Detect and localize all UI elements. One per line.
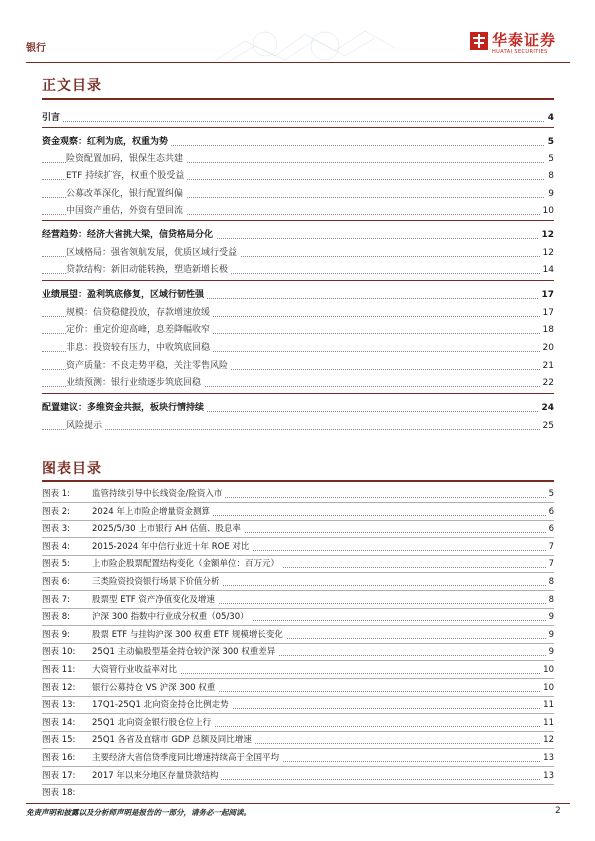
figure-entry[interactable]	[42, 645, 554, 659]
figure-number: 图表 13:	[42, 700, 76, 711]
logo-subtitle: HUATAI SECURITIES	[492, 49, 548, 55]
toc-entry[interactable]	[42, 263, 554, 277]
toc-entry-page: 5	[545, 135, 554, 149]
toc-entry-page: 5	[545, 152, 554, 166]
header-decoration-graphic	[205, 26, 405, 66]
toc-entry[interactable]	[42, 359, 554, 373]
figure-row-divider	[42, 766, 554, 767]
toc-entry-page: 8	[545, 169, 554, 183]
toc-entry[interactable]	[42, 401, 554, 415]
figure-entry[interactable]	[42, 786, 554, 800]
toc-entry-page: 14	[540, 263, 554, 277]
toc-entry[interactable]	[42, 187, 554, 201]
toc-entry-title: 贷款结构：新旧动能转换，塑造新增长极	[66, 263, 231, 277]
toc-entry-title: 业绩预测：银行业绩逐步筑底回稳	[66, 376, 204, 390]
figure-title: 上市险企股票配置结构变化（金额单位：百万元）	[92, 557, 282, 571]
figure-row-divider	[42, 572, 554, 573]
figure-entry[interactable]	[42, 610, 554, 624]
figure-title: 股票型 ETF 资产净值变化及增速	[92, 593, 218, 607]
toc-entry[interactable]	[42, 323, 554, 337]
toc-entry-title: 公募改革深化，银行配置纠偏	[66, 187, 186, 201]
figure-title: 17Q1-25Q1 北向资金持仓比例走势	[92, 698, 232, 712]
figure-number: 图表 17:	[42, 770, 76, 781]
toc-entry-page: 9	[545, 187, 554, 201]
figures-title-rule	[42, 480, 554, 482]
toc-section-separator	[42, 220, 554, 221]
figure-page: 9	[546, 645, 554, 659]
figure-entry[interactable]	[42, 698, 554, 712]
figure-page: 8	[546, 575, 554, 589]
toc-entry-page: 12	[540, 246, 554, 260]
figure-number: 图表 7:	[42, 594, 70, 605]
toc-leader-dots	[42, 429, 554, 430]
figure-page: 9	[546, 610, 554, 624]
toc-entry[interactable]	[42, 135, 554, 149]
figure-row-divider	[42, 537, 554, 538]
figure-row-divider	[42, 520, 554, 521]
figure-number: 图表 16:	[42, 753, 76, 763]
figure-page: 10	[540, 681, 554, 695]
figure-row-divider	[42, 731, 554, 732]
figure-title: 2024 年上市险企增量资金测算	[92, 505, 213, 519]
toc-entry[interactable]	[42, 228, 554, 242]
figure-entry[interactable]	[42, 628, 554, 642]
figure-page: 8	[546, 593, 554, 607]
figure-row-divider	[42, 660, 554, 661]
toc-entry-title: 配置建议：多维资金共振，板块行情持续	[42, 401, 207, 415]
toc-entry-title: 资金观察：红利为底，权重为势	[42, 135, 171, 149]
figure-entry[interactable]	[42, 663, 554, 677]
figure-row-divider	[42, 643, 554, 644]
figure-title: 主要经济大省信贷季度同比增速持续高于全国平均	[92, 751, 282, 765]
footer-disclaimer: 免责声明和披露以及分析师声明是报告的一部分，请务必一起阅读。	[26, 808, 251, 817]
toc-title-rule	[42, 98, 554, 100]
figure-title: 2025/5/30 上市银行 AH 估值、股息率	[92, 522, 244, 536]
figure-entry[interactable]	[42, 716, 554, 730]
figure-number: 图表 12:	[42, 682, 76, 693]
toc-entry-page: 10	[540, 204, 554, 218]
toc-section-separator	[42, 393, 554, 394]
figure-title: 银行公募持仓 VS 沪深 300 权重	[92, 681, 218, 695]
toc-entry[interactable]	[42, 111, 554, 125]
figure-page: 9	[546, 628, 554, 642]
toc-entry-page: 17	[540, 306, 554, 320]
figure-entry[interactable]	[42, 505, 554, 519]
figure-number: 图表 1:	[42, 489, 70, 499]
toc-entry-page: 22	[540, 376, 554, 390]
figure-page: 10	[540, 663, 554, 677]
toc-entry-title: 规模：信贷稳健投放，存款增速放缓	[66, 306, 213, 320]
figure-row-divider	[42, 748, 554, 749]
company-logo	[470, 30, 570, 60]
figure-title: 25Q1 北向资金银行股仓位上行	[92, 716, 214, 730]
toc-entry[interactable]	[42, 419, 554, 433]
figure-entry[interactable]	[42, 593, 554, 607]
toc-entry-page: 20	[540, 341, 554, 355]
figure-row-divider	[42, 608, 554, 609]
figure-number: 图表 5:	[42, 559, 70, 570]
figure-entry[interactable]	[42, 751, 554, 765]
figure-page: 12	[540, 733, 554, 747]
toc-entry-page: 17	[538, 288, 554, 302]
toc-section-separator	[42, 127, 554, 128]
figure-row-divider	[42, 696, 554, 697]
figure-number: 图表 3:	[42, 524, 70, 535]
toc-section-separator	[42, 280, 554, 281]
figure-title: 25Q1 各省及直辖市 GDP 总额及同比增速	[92, 733, 255, 747]
toc-entry-title: ETF 持续扩容，权重个股受益	[66, 169, 187, 183]
toc-entry-page: 12	[538, 228, 554, 242]
toc-entry-title: 资产质量：不良走势平稳，关注零售风险	[66, 359, 231, 373]
figure-title: 2017 年以来分地区存量贷款结构	[92, 769, 221, 783]
figure-title: 2015-2024 年中信行业近十年 ROE 对比	[92, 540, 252, 554]
figure-entry[interactable]	[42, 522, 554, 536]
figure-page: 5	[546, 487, 554, 501]
toc-title: 正文目录	[42, 78, 102, 94]
figure-entry[interactable]	[42, 681, 554, 695]
footer-rule	[26, 803, 570, 804]
toc-entry-page: 4	[545, 111, 554, 125]
figure-page: 6	[546, 505, 554, 519]
figure-title: 大资管行业收益率对比	[92, 663, 180, 677]
figure-number: 图表 8:	[42, 612, 70, 623]
toc-entry-title: 业绩展望：盈利筑底修复，区域行韧性强	[42, 288, 207, 302]
figure-entry[interactable]	[42, 557, 554, 571]
figure-page: 11	[540, 716, 554, 730]
figure-number: 图表 6:	[42, 577, 70, 587]
figure-entry[interactable]	[42, 487, 554, 501]
logo-mark-icon	[470, 32, 488, 50]
toc-entry[interactable]	[42, 246, 554, 260]
header-rule	[26, 62, 570, 63]
figure-entry[interactable]	[42, 540, 554, 554]
toc-entry-title: 风险提示	[66, 419, 105, 433]
figure-number: 图表 9:	[42, 629, 70, 640]
figure-row-divider	[42, 784, 554, 785]
toc-entry-title: 中国资产重估，外资有望回流	[66, 204, 186, 218]
figure-entry[interactable]	[42, 769, 554, 783]
figure-page: 13	[540, 751, 554, 765]
figure-row-divider	[42, 555, 554, 556]
toc-entry[interactable]	[42, 376, 554, 390]
toc-entry-page: 21	[540, 359, 554, 373]
figure-title: 三类险资投资银行场景下价值分析	[92, 575, 223, 589]
figure-entry[interactable]	[42, 733, 554, 747]
figure-number: 图表 15:	[42, 735, 76, 746]
figure-number: 图表 10:	[42, 647, 76, 658]
toc-entry-title: 非息：投资较有压力，中收筑底回稳	[66, 341, 213, 355]
figure-page: 11	[540, 698, 554, 712]
toc-entry[interactable]	[42, 152, 554, 166]
toc-entry-page: 25	[540, 419, 554, 433]
figure-number: 图表 14:	[42, 717, 76, 728]
figure-title: 监管持续引导中长线资金/险资入市	[92, 487, 225, 501]
toc-leader-dots	[42, 121, 554, 122]
figure-number: 图表 11:	[42, 665, 76, 675]
figure-entry[interactable]	[42, 575, 554, 589]
figure-page: 6	[546, 522, 554, 536]
figure-page: 7	[546, 557, 554, 571]
logo-name: 华泰证券	[492, 31, 557, 49]
page-number: 2	[555, 806, 561, 816]
figure-page: 7	[546, 540, 554, 554]
toc-entry-title: 定价：重定价迎高峰，息差降幅收窄	[66, 323, 213, 337]
toc-entry[interactable]	[42, 288, 554, 302]
figure-title: 沪深 300 指数中行业成分权重（05/30）	[92, 610, 252, 624]
figure-number: 图表 18:	[42, 788, 76, 799]
toc-entry[interactable]	[42, 341, 554, 355]
figure-title: 25Q1 主动偏股型基金持仓较沪深 300 权重差异	[92, 645, 278, 659]
figure-row-divider	[42, 502, 554, 503]
figure-row-divider	[42, 590, 554, 591]
toc-entry-title: 区域格局：强省领航发展，优质区域行受益	[66, 246, 240, 260]
toc-entry-page: 24	[538, 401, 554, 415]
figure-row-divider	[42, 678, 554, 679]
figure-row-divider	[42, 713, 554, 714]
figures-title: 图表目录	[42, 461, 102, 477]
toc-entry-title: 经营趋势：经济大省挑大梁，信贷格局分化	[42, 228, 216, 242]
toc-entry-page: 18	[540, 323, 554, 337]
report-category-tag: 银行	[26, 43, 46, 54]
figure-number: 图表 2:	[42, 506, 70, 517]
figure-page: 13	[540, 769, 554, 783]
toc-entry-title: 引言	[42, 111, 63, 125]
toc-entry[interactable]	[42, 306, 554, 320]
toc-entry[interactable]	[42, 169, 554, 183]
figure-number: 图表 4:	[42, 541, 70, 552]
figure-title: 股票 ETF 与挂钩沪深 300 权重 ETF 规模增长变化	[92, 628, 286, 642]
toc-entry[interactable]	[42, 204, 554, 218]
figure-row-divider	[42, 625, 554, 626]
toc-entry-title: 险资配置加码，银保生态共建	[66, 152, 186, 166]
